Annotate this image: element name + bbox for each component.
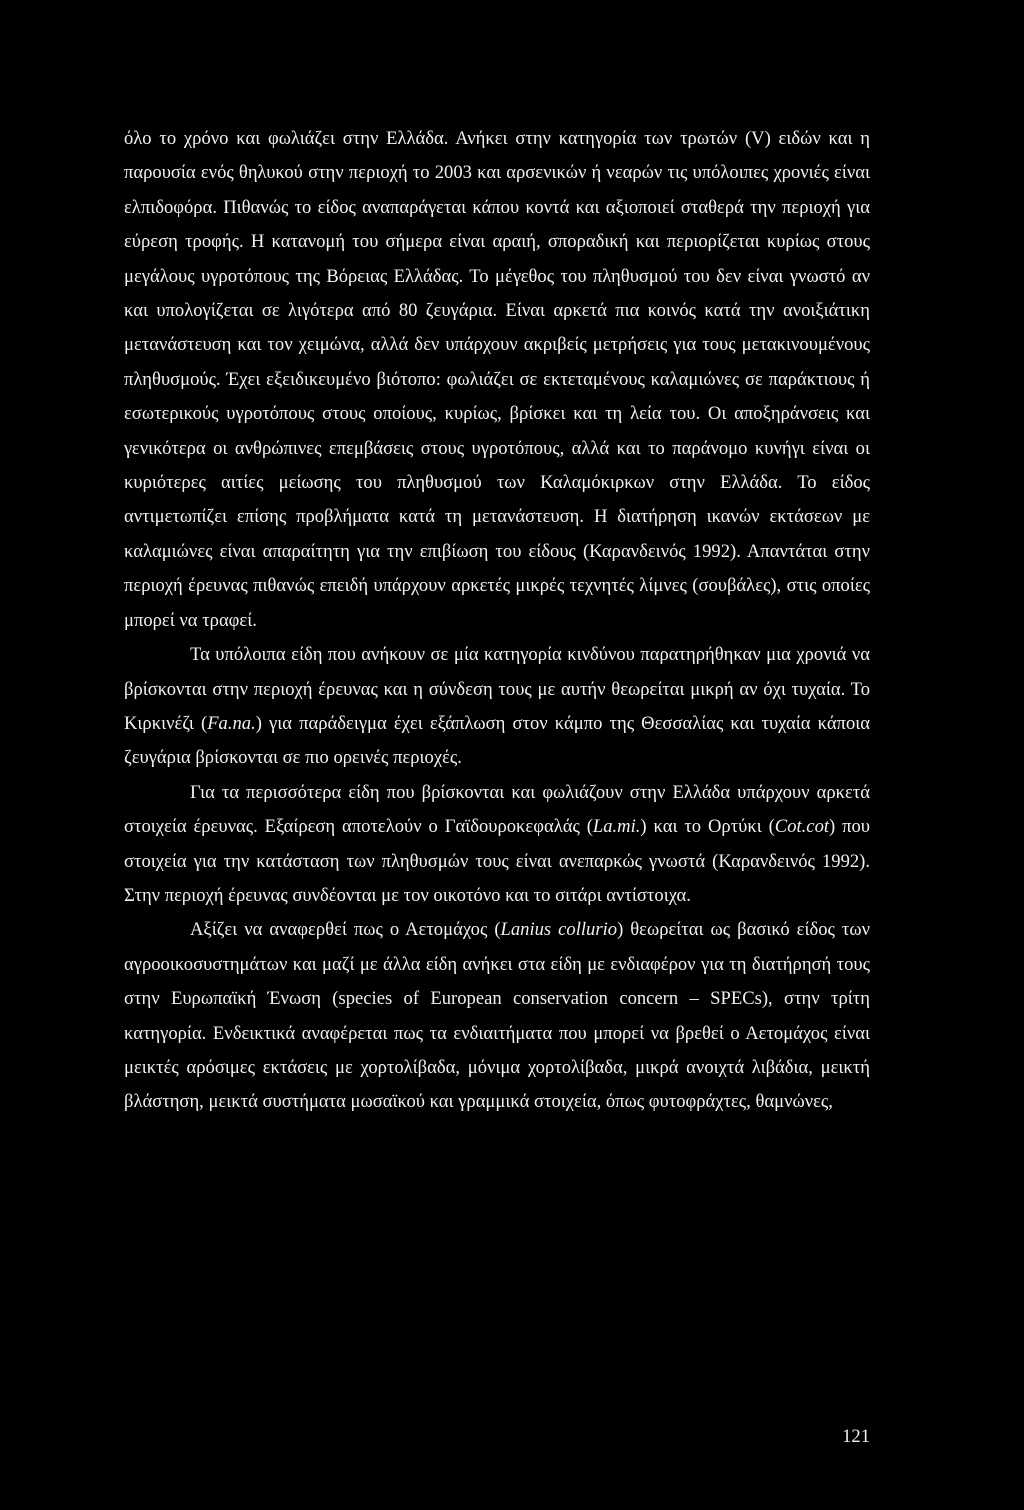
paragraph-text: όλο το χρόνο και φωλιάζει στην Ελλάδα. Ανήκει στην κατηγορία των τρωτών (V) ειδών και η παρουσία ενός θηλυκού στην περιοχή το 2003 και αρσενικών ή νεαρών τις υπόλοιπες χρονιές είναι ελπιδοφόρα. Πιθανώς το είδος αναπαράγεται κάπου κοντά και αξιοποιεί σταθερά την περιοχή για εύρεση τροφής. Η κατανομή του σήμερα είναι αραιή, σποραδική και περιορίζεται κυρίως στους μεγάλους υγροτόπους της Βόρειας Ελλάδας. Το μέγεθος του πληθυσμού του δεν είναι γνωστό αν και υπολογίζεται σε λιγότερα από 80 ζευγάρια. Είναι αρκετά πια κοινός κατά την ανοιξιάτικη μετανάστευση και τον χειμώνα, αλλά δεν υπάρχουν ακριβείς μετρήσεις για τους μετακινουμένους πληθυσμούς. Έχει εξειδικευμένο βιότοπο: φωλιάζει σε εκτεταμένους καλαμιώνες σε παράκτιους ή εσωτερικούς υγροτόπους στους οποίους, κυρίως, βρίσκει και τη λεία του. Οι αποξηράνσεις και γενικότερα οι ανθρώπινες επεμβάσεις στους υγροτόπους, αλλά και το παράνομο κυνήγι είναι οι κυριότερες αιτίες μείωσης του πληθυσμού των Καλαμόκιρκων στην Ελλάδα. Το είδος αντιμετωπίζει επίσης προβλήματα κατά τη μετανάστευση. Η διατήρηση ικανών εκτάσεων με καλαμιώνες είναι απαραίτητη για την επιβίωση του είδους (Καρανδεινός 1992). Απαντάται στην περιοχή έρευνας πιθανώς επειδή υπάρχουν αρκετές μικρές τεχνητές λίμνες (σουβάλες), στις οποίες μπορεί να τραφεί. [124, 128, 870, 631]
document-body [124, 122, 870, 1120]
paragraph-text: Για τα περισσότερα είδη που βρίσκονται και φωλιάζουν στην Ελλάδα υπάρχουν αρκετά στοιχεία έρευνας. Εξαίρεση αποτελούν ο Γαϊδουροκεφαλάς ( [124, 781, 870, 838]
paragraph-text: Αξίζει να αναφερθεί πως ο Αετομάχος ( [190, 919, 501, 941]
paragraph-text: ) για παράδειγμα έχει εξάπλωση στον κάμπο της Θεσσαλίας και τυχαία κάποια ζευγάρια βρίσκονται σε πιο ορεινές περιοχές. [124, 712, 870, 769]
paragraph-text: ) που στοιχεία για την κατάσταση των πληθυσμών τους είναι ανεπαρκώς γνωστά (Καρανδεινός 1992). Στην περιοχή έρευνας συνδέονται με τον οικοτόνο και το σιτάρι αντίστοιχα. [124, 816, 870, 906]
paragraph [124, 776, 870, 914]
paragraph [124, 638, 870, 776]
paragraph-text: Τα υπόλοιπα είδη που ανήκουν σε μία κατηγορία κινδύνου παρατηρήθηκαν μια χρονιά να βρίσκονται στην περιοχή έρευνας και η σύνδεση τους με αυτήν θεωρείται μικρή αν όχι τυχαία. Το Κιρκινέζι ( [124, 644, 870, 734]
paragraph [124, 122, 870, 638]
paragraph-text: ) και το Ορτύκι ( [640, 816, 775, 838]
species-abbreviation: Cot.cot [774, 816, 830, 838]
species-scientific-name: Lanius collurio [500, 919, 618, 941]
species-abbreviation: La.mi. [592, 816, 641, 838]
paragraph-text: ) θεωρείται ως βασικό είδος των αγροοικοσυστημάτων και μαζί με άλλα είδη ανήκει στα είδη με ενδιαφέρον για τη διατήρησή τους στην Ευρωπαϊκή Ένωση (species of European conservation concern – SPECs), στην τρίτη κατηγορία. Ενδεικτικά αναφέρεται πως τα ενδιαιτήματα που μπορεί να βρεθεί ο Αετομάχος είναι μεικτές αρόσιμες εκτάσεις με χορτολίβαδα, μόνιμα χορτολίβαδα, μικρά ανοιχτά λιβάδια, μεικτή βλάστηση, μεικτά συστήματα μωσαϊκού και γραμμικά στοιχεία, όπως φυτοφράχτες, θαμνώνες, [124, 919, 870, 1113]
species-abbreviation: Fa.na. [207, 712, 256, 734]
paragraph [124, 913, 870, 1119]
page-number: 121 [842, 1426, 870, 1447]
